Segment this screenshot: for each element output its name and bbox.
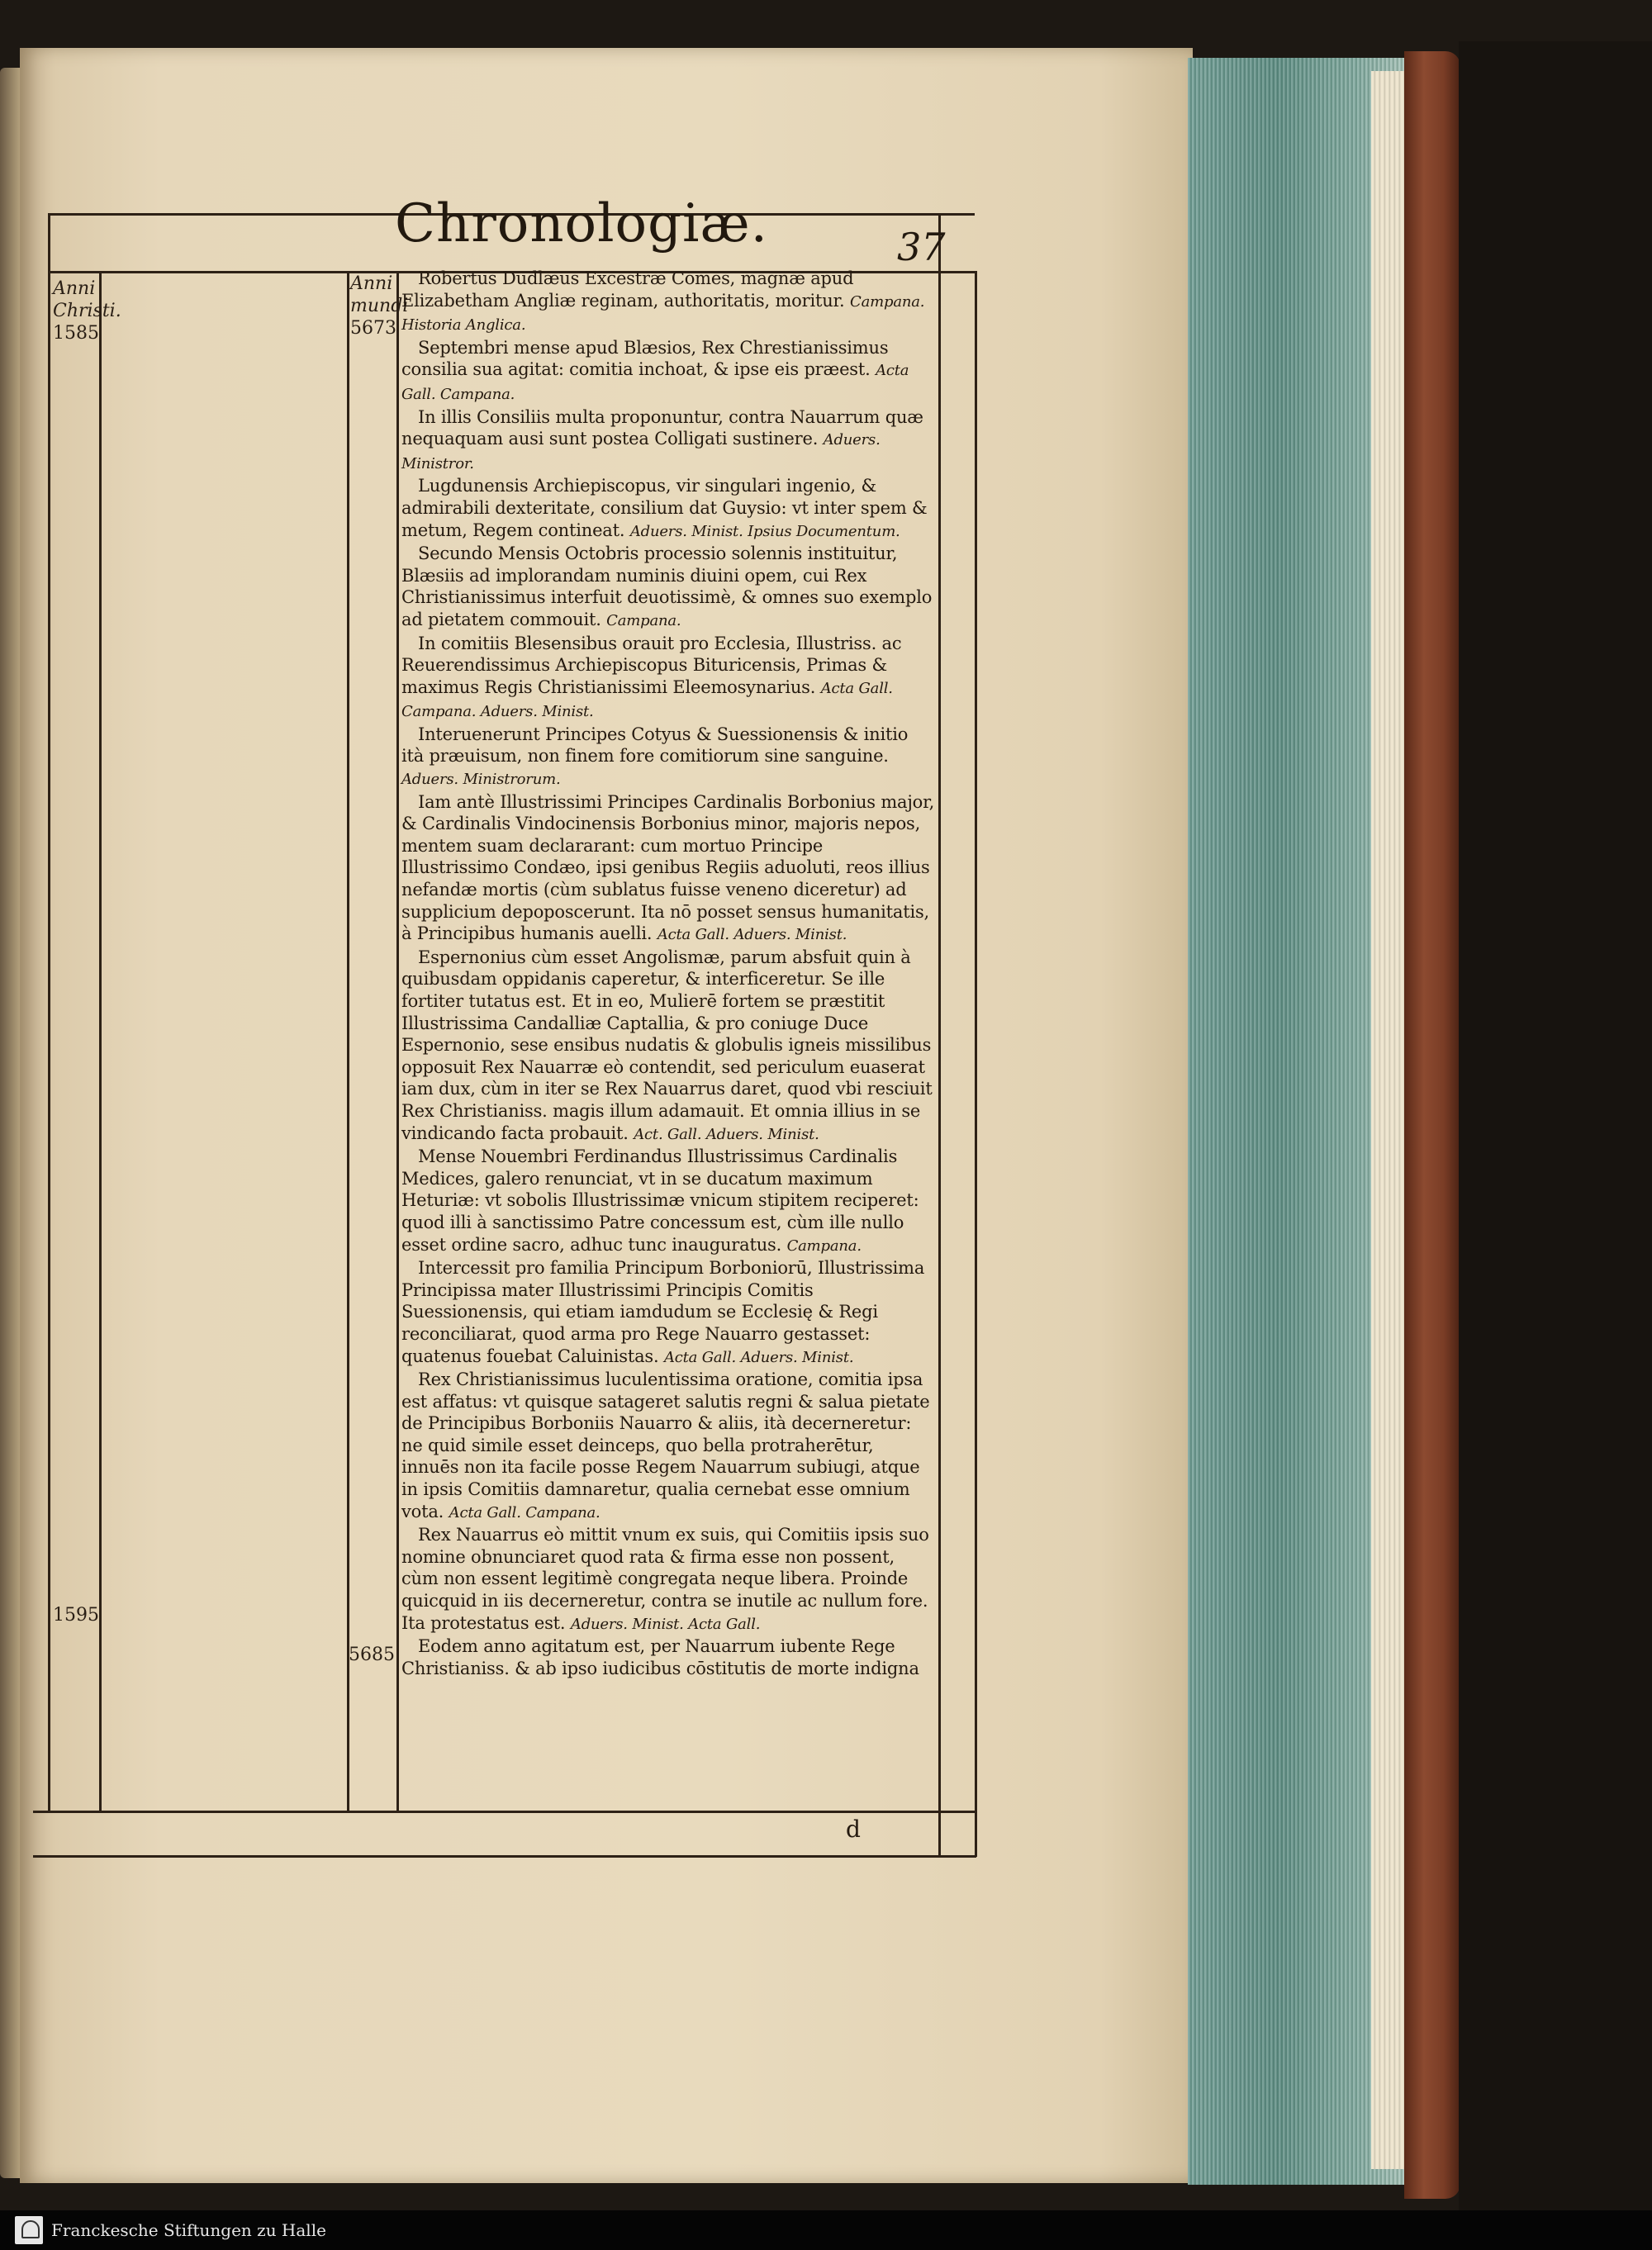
paragraph-5: Secundo Mensis Octobris processio solennis instituitur, Blæsiis ad implorandam numinis diuini opem, cui Rex Christianissimus interfuit deuotissimè, & omnes suo exemplo ad pietatem commouit. Campana. — [401, 544, 933, 629]
background-shadow — [1459, 41, 1652, 2210]
page-edges-light — [1371, 71, 1406, 2169]
frame-text-right-rule — [938, 213, 941, 1857]
frame-footer-rule — [33, 1855, 976, 1858]
institution-logo-icon — [15, 2216, 43, 2244]
paragraph-11: Intercessit pro familia Principum Borboniorū, Illustrissima Principissa mater Illustrissimi Principis Comitis Suessionensis, qui etiam iamdudum se Ecclesię & Regi reconciliarat, quod arma pro Rege Nauarro gestasset: quatenus fouebat Caluinistas. Acta Gall. Aduers. Minist. — [401, 1258, 925, 1366]
frame-outer-right-rule — [975, 271, 977, 1857]
margin-label-christi: Christi. — [53, 301, 121, 321]
paragraph-13: Rex Nauarrus eò mittit vnum ex suis, qui Comitiis ipsis suo nomine obnunciaret quod rata & firma esse non possent, cùm non essent legitimè congregata neque libera. Proinde quicquid in iis decerneretur, contra se inutile ac nullum fore. Ita protestatus est. Aduers. Minist. Acta Gall. — [401, 1525, 929, 1633]
margin-year-christi-2: 1595 — [53, 1605, 99, 1626]
page-number: 37 — [897, 225, 946, 269]
signature-mark: d — [846, 1816, 861, 1843]
frame-left-rule — [48, 213, 50, 1812]
paragraph-14: Eodem anno agitatum est, per Nauarrum iubente Rege Christianiss. & ab ipso iudicibus cōstitutis de morte indigna — [401, 1636, 919, 1678]
paragraph-2: Septembri mense apud Blæsios, Rex Chrestianissimus consilia sua agitat: comitia inchoat, & ipse eis præest. Acta Gall. Campana. — [401, 337, 909, 403]
paragraph-9: Espernonius cùm esset Angolismæ, parum absfuit quin à quibusdam oppidanis caperetur, & interficeretur. Se ille fortiter tutatus est. Et in eo, Mulierē fortem se præstitit Illustrissima Candalliæ Captallia, & pro coniuge Duce Espernonio, sese ensibus nudatis & globulis igneis missilibus opposuit Rex Nauarræ eò contendit, sed periculum euaserat iam dux, cùm in iter se Rex Nauarrus daret, quod vbi resciuit Rex Christianiss. magis illum adamauit. Et omnia illius in se vindicando facta probauit. Act. Gall. Aduers. Minist. — [401, 947, 933, 1143]
main-text-column — [401, 268, 935, 1681]
running-title: Chronologiæ. — [395, 193, 768, 254]
margin-anni-mundi — [350, 273, 408, 339]
margin-label-anni-mundi-1: Anni — [350, 273, 393, 294]
frame-bottom-rule — [33, 1811, 976, 1813]
margin-year-christi-1: 1585 — [53, 323, 99, 344]
paragraph-8: Iam antè Illustrissimi Principes Cardinalis Borbonius major, & Cardinalis Vindocinensis Borbonius minor, majoris nepos, mentem suam declararant: cum mortuo Principe Illustrissimo Condæo, ipsi genibus Regiis aduoluti, reos illius nefandæ mortis (cùm sublatus fuisse veneno diceretur) ad supplicium depoposcerunt. Ita nō posset sensus humanitatis, à Principibus humanis auelli. Acta Gall. Aduers. Minist. — [401, 791, 935, 944]
paragraph-6: In comitiis Blesensibus orauit pro Ecclesia, Illustriss. ac Reuerendissimus Archiepiscopus Bituricensis, Primas & maximus Regis Christianissimi Eleemosynarius. Acta Gall. Campana. Aduers. Minist. — [401, 633, 902, 721]
paragraph-12: Rex Christianissimus luculentissima oratione, comitia ipsa est affatus: vt quisque satageret salutis regni & salua pietate de Principibus Borboniis Nauarro & aliis, ità decerneretur: ne quid simile esset deinceps, quo bella protraherētur, innuēs non ita facile posse Regem Nauarrum subiugi, atque in ipsis Comitiis damnaretur, qualia cernebat esse omnium vota. Acta Gall. Campana. — [401, 1369, 930, 1521]
frame-margin-rule — [99, 271, 102, 1812]
paragraph-4: Lugdunensis Archiepiscopus, vir singulari ingenio, & admirabili dexteritate, consilium dat Guysio: vt inter spem & metum, Regem contineat. Aduers. Minist. Ipsius Documentum. — [401, 476, 928, 540]
margin-label-anni-mundi-2: mundi — [350, 296, 409, 316]
margin-year-mundi-1: 5673 — [350, 318, 396, 339]
paragraph-10: Mense Nouembri Ferdinandus Illustrissimus Cardinalis Medices, galero renunciat, vt in se ducatum maximum Heturiæ: vt sobolis Illustrissimæ vnicum stipitem reciperet: quod illi à sanctissimo Patre concessum est, cùm ille nullo esset ordine sacro, adhuc tunc inauguratus. Campana. — [401, 1146, 919, 1255]
margin-label-anni: Anni — [53, 278, 96, 299]
leather-cover — [1404, 51, 1460, 2199]
paragraph-7: Interuenerunt Principes Cotyus & Suessionensis & initio ità præuisum, non finem fore comitiorum sine sanguine. Aduers. Ministrorum. — [401, 724, 909, 789]
margin-year-mundi-2: 5685 — [349, 1645, 395, 1665]
paragraph-1: Robertus Dudlæus Excestræ Comes, magnæ apud Elizabetham Angliæ reginam, authoritatis, moritur. Campana. Historia Anglica. — [401, 268, 925, 335]
frame-inner-rule-b — [396, 271, 399, 1812]
left-page-edge — [0, 68, 21, 2178]
frame-inner-rule-a — [347, 271, 349, 1812]
margin-anni-christi — [53, 278, 121, 344]
footer-institution-name: Franckesche Stiftungen zu Halle — [51, 2220, 326, 2240]
paragraph-3: In illis Consiliis multa proponuntur, contra Nauarrum quæ nequaquam ausi sunt postea Colligati sustinere. Aduers. Ministror. — [401, 406, 923, 472]
